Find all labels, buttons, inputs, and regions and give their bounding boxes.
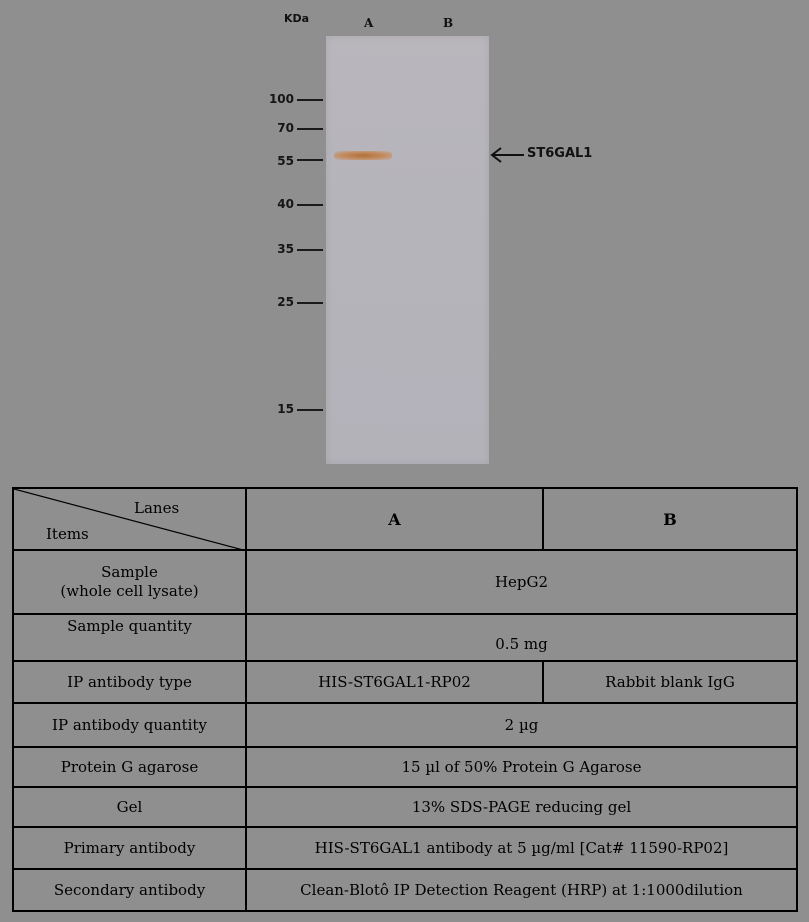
marker-tick [297, 302, 323, 304]
marker-label: 55 [277, 154, 294, 168]
table-row [13, 703, 797, 747]
lane-b-header: B [543, 488, 797, 550]
marker-label: 35 [277, 242, 294, 256]
target-label: ST6GAL1 [527, 146, 593, 161]
experiment-table [12, 487, 798, 912]
table-row [13, 827, 797, 869]
lane-label-a: A [364, 16, 374, 30]
marker-tick [297, 159, 323, 161]
row-label: IP antibody type [13, 661, 246, 703]
lanes-label: Lanes [134, 499, 180, 517]
table-row [13, 661, 797, 703]
sample-quantity-value: 0.5 mg [246, 614, 797, 661]
sample-label-line1: Sample [101, 563, 158, 581]
marker-label: 100 [268, 92, 294, 106]
table-row [13, 787, 797, 827]
sample-label-line2: (whole cell lysate) [60, 582, 199, 600]
marker-tick [297, 99, 323, 101]
gel-value: 13% SDS-PAGE reducing gel [246, 787, 797, 827]
row-label: Gel [13, 787, 246, 827]
row-label: Primary antibody [13, 827, 246, 869]
marker-label: 15 [277, 402, 294, 416]
header-corner-cell [13, 488, 246, 550]
sample-value: HepG2 [246, 550, 797, 614]
marker-label: 25 [277, 295, 294, 309]
table-row [13, 869, 797, 911]
ip-antibody-type-a: HIS-ST6GAL1-RP02 [246, 661, 543, 703]
row-label [13, 550, 246, 614]
marker-label: 70 [277, 121, 294, 135]
table-row [13, 747, 797, 787]
ip-antibody-quantity-value: 2 µg [246, 703, 797, 747]
secondary-antibody-value: Clean-Blotô IP Detection Reagent (HRP) at 1:1000dilution [246, 869, 797, 911]
table-row [13, 614, 797, 661]
marker-tick [297, 249, 323, 251]
unit-label: KDa [284, 12, 310, 25]
row-label: IP antibody quantity [13, 703, 246, 747]
table-header-row [13, 488, 797, 550]
marker-label: 40 [277, 197, 294, 211]
lane-a-header: A [246, 488, 543, 550]
table-row [13, 550, 797, 614]
st6gal1-band [334, 151, 392, 160]
lane-label-b: B [443, 16, 454, 30]
protein-g-value: 15 µl of 50% Protein G Agarose [246, 747, 797, 787]
marker-tick [297, 128, 323, 130]
ip-antibody-type-b: Rabbit blank IgG [543, 661, 797, 703]
row-label: Sample quantity [13, 614, 246, 661]
marker-tick [297, 409, 323, 411]
row-label: Secondary antibody [13, 869, 246, 911]
primary-antibody-value: HIS-ST6GAL1 antibody at 5 µg/ml [Cat# 11590-RP02] [246, 827, 797, 869]
marker-tick [297, 204, 323, 206]
left-arrow-icon [489, 145, 525, 165]
row-label: Protein G agarose [13, 747, 246, 787]
items-label: Items [46, 525, 89, 543]
membrane [326, 36, 489, 464]
